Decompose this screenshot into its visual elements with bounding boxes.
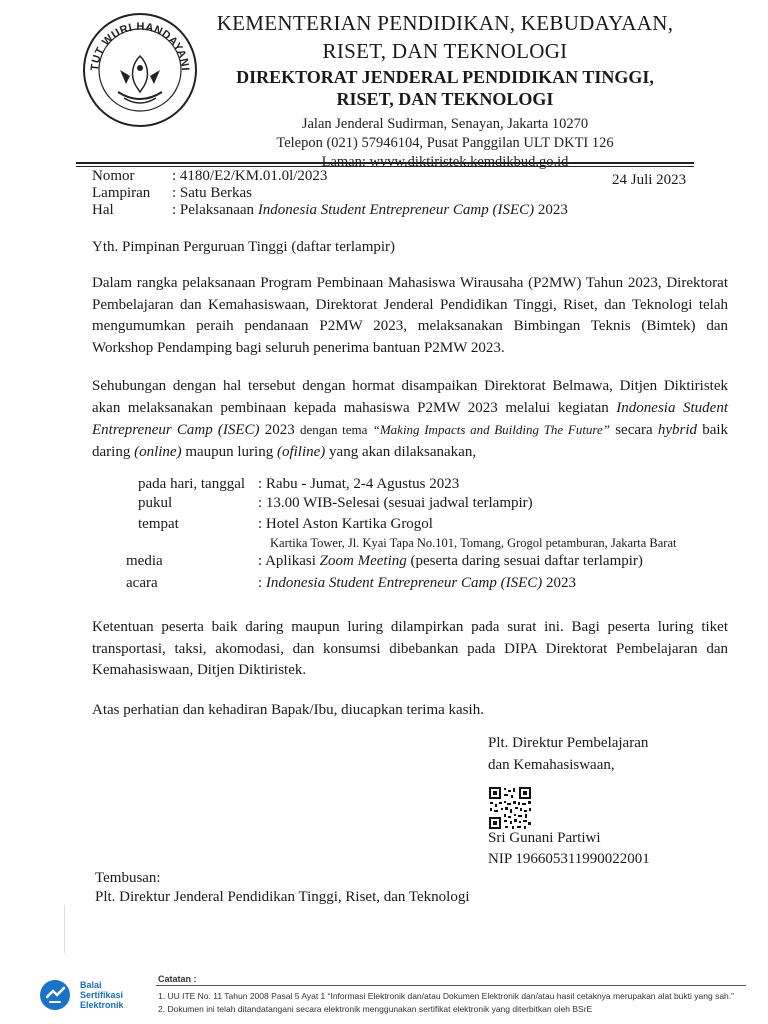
address: Jalan Jenderal Sudirman, Senayan, Jakarta 10270 <box>301 116 589 132</box>
hal-label: Hal <box>92 202 114 218</box>
bsre-line2: Sertifikasi <box>80 990 124 1000</box>
phone: Telepon (021) 57946104, Pusat Panggilan ULT DKTI 126 <box>276 135 614 151</box>
event-italic: Indonesia Student Entrepreneur Camp (ISEC) <box>265 575 543 591</box>
footer-divider <box>156 985 746 986</box>
p2-part1: Sehubungan dengan hal tersebut dengan hormat disampaikan Direktorat Belmawa, Ditjen Diktiristek akan melaksanakan pembinaan kepada mahasiswa P2MW 2023 melalui kegiatan <box>92 378 728 416</box>
p2-online: (online) <box>134 443 182 460</box>
detail-event-label: acara <box>126 575 158 591</box>
event-prefix: : <box>258 575 263 591</box>
qr-code-signature <box>488 786 532 830</box>
ministry-logo <box>80 10 200 130</box>
nomor-value: : 4180/E2/KM.01.0l/2023 <box>172 168 328 184</box>
detail-place-label: tempat <box>138 516 179 532</box>
header-divider <box>76 162 694 164</box>
p2-hybrid: hybrid <box>657 422 698 438</box>
detail-place-address: Kartika Tower, Jl. Kyai Tapa No.101, Tomang, Grogol petamburan, Jakarta Barat <box>270 536 677 550</box>
p2-offline: (ofiline) <box>276 443 326 460</box>
signatory-title-line2: dan Kemahasiswaan, <box>488 757 615 773</box>
p2-part5: baik daring <box>92 422 729 460</box>
signatory-name: Sri Gunani Partiwi <box>488 830 601 846</box>
letter-date: 24 Juli 2023 <box>612 172 687 188</box>
header-divider-thin <box>76 166 694 167</box>
directorate-name-line2: RISET, DAN TEKNOLOGI <box>336 89 554 109</box>
detail-media-value <box>258 551 643 571</box>
media-italic: Zoom Meeting <box>319 553 407 569</box>
detail-day-label: pada hari, tanggal <box>138 476 246 492</box>
footnote-1: 1. UU ITE No. 11 Tahun 2008 Pasal 5 Ayat 1 “Informasi Elektronik dan/atau Dokumen Elektronik dan/atau hasil cetaknya merupakan alat bukti yang sah.” <box>158 991 734 1001</box>
paragraph-closing: Atas perhatian dan kehadiran Bapak/Ibu, diucapkan terima kasih. <box>92 702 484 718</box>
logo-motto: TUT WURI HANDAYANI <box>88 20 192 72</box>
website: Laman: wvvw.diktiristek.kemdikbud.go.id <box>321 154 569 170</box>
footnote-2: 2. Dokumen ini telah ditandatangani secara elektronik menggunakan sertifikat elektronik yang diterbitkan oleh BSrE <box>158 1004 593 1014</box>
media-suffix: (peserta daring sesuai daftar terlampir) <box>410 553 643 569</box>
nomor-label: Nomor <box>92 168 135 184</box>
svg-text:TUT WURI HANDAYANI <box>89 21 191 72</box>
detail-day-value: : Rabu - Jumat, 2-4 Agustus 2023 <box>258 476 460 492</box>
ministry-name-line1: KEMENTERIAN PENDIDIKAN, KEBUDAYAAN, <box>216 11 674 35</box>
detail-media-label: media <box>126 553 163 569</box>
p2-part7: yang akan dilaksanakan, <box>329 443 477 460</box>
catatan-label: Catatan : <box>158 974 197 984</box>
detail-place-value: : Hotel Aston Kartika Grogol <box>258 516 433 532</box>
event-suffix: 2023 <box>546 575 577 591</box>
p2-part6: maupun luring <box>185 443 274 460</box>
ministry-name-line2: RISET, DAN TEKNOLOGI <box>322 39 568 63</box>
signatory-nip: NIP 196605311990022001 <box>488 851 650 867</box>
hal-prefix: : Pelaksanaan <box>172 202 255 218</box>
signatory-title-line1: Plt. Direktur Pembelajaran <box>488 735 649 751</box>
ministry-header <box>210 10 680 172</box>
bsre-name <box>80 980 124 1010</box>
paragraph-event <box>92 376 728 463</box>
lampiran-value: : Satu Berkas <box>172 185 252 201</box>
paragraph-terms: Ketentuan peserta baik daring maupun luring dilampirkan pada surat ini. Bagi peserta luring tiket transportasi, taksi, akomodasi, dan konsumsi dibebankan pada DIPA Direktorat Pembelajaran dan Kemahasiswaan, Ditjen Diktiristek. <box>92 619 728 678</box>
salutation: Yth. Pimpinan Perguruan Tinggi (daftar terlampir) <box>92 239 396 255</box>
bsre-line1: Balai <box>80 980 102 990</box>
tembusan-label: Tembusan: <box>95 870 161 886</box>
tembusan-item: Plt. Direktur Jenderal Pendidikan Tinggi, Riset, dan Teknologi <box>95 889 470 905</box>
p2-part2: 2023 <box>264 422 295 438</box>
media-prefix: : Aplikasi <box>258 553 316 569</box>
hal-suffix: 2023 <box>537 202 568 218</box>
p2-part3: dengan tema <box>299 422 368 437</box>
p2-part4: secara <box>615 422 653 438</box>
detail-event-value <box>258 573 576 593</box>
hal-value <box>172 202 568 219</box>
p2-event-name: Indonesia Student Entrepreneur Camp (ISEC) <box>92 399 729 438</box>
hal-italic: Indonesia Student Entrepreneur Camp (ISEC) <box>257 202 535 218</box>
directorate-name-line1: DIREKTORAT JENDERAL PENDIDIKAN TINGGI, <box>236 67 654 87</box>
bsre-line3: Elektronik <box>80 1000 124 1010</box>
margin-mark <box>64 905 65 953</box>
bsre-logo-icon <box>38 978 72 1012</box>
lampiran-label: Lampiran <box>92 185 151 201</box>
p2-theme: “Making Impacts and Building The Future” <box>372 422 611 437</box>
detail-time-label: pukul <box>138 495 173 511</box>
paragraph-intro: Dalam rangka pelaksanaan Program Pembinaan Mahasiswa Wirausaha (P2MW) Tahun 2023, Direktorat Pembelajaran dan Kemahasiswaan, Direktorat Jenderal Pendidikan Tinggi, Riset, dan Teknologi telah mengumumkan peraih pendanaan P2MW 2023, melaksanakan Bimbingan Teknis (Bimtek) dan Workshop Pendamping bagi seluruh penerima bantuan P2MW 2023. <box>92 275 728 356</box>
detail-time-value: : 13.00 WIB-Selesai (sesuai jadwal terlampir) <box>258 495 533 511</box>
